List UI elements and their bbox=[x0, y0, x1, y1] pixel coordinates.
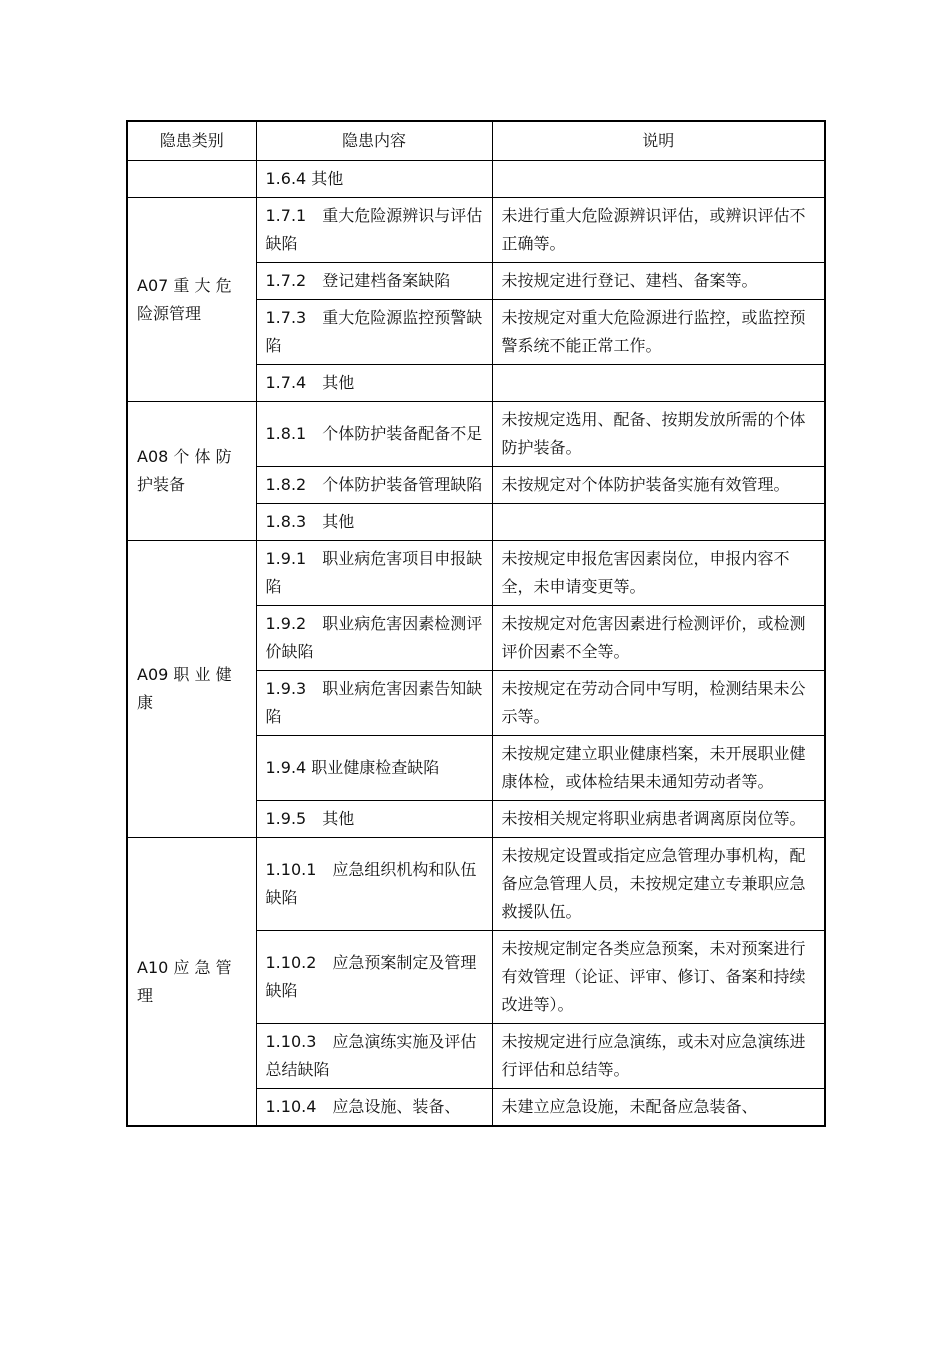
description-cell bbox=[492, 365, 825, 402]
header-description: 说明 bbox=[492, 121, 825, 161]
table-row bbox=[127, 198, 825, 263]
table-row bbox=[127, 161, 825, 198]
category-cell: A10 应 急 管理 bbox=[127, 838, 256, 1127]
description-cell: 未按规定选用、配备、按期发放所需的个体防护装备。 bbox=[492, 402, 825, 467]
item-cell: 1.8.3 其他 bbox=[256, 504, 492, 541]
description-cell: 未按相关规定将职业病患者调离原岗位等。 bbox=[492, 801, 825, 838]
description-cell: 未按规定对重大危险源进行监控，或监控预警系统不能正常工作。 bbox=[492, 300, 825, 365]
description-cell: 未按规定建立职业健康档案，未开展职业健康体检，或体检结果未通知劳动者等。 bbox=[492, 736, 825, 801]
item-cell: 1.9.3 职业病危害因素告知缺陷 bbox=[256, 671, 492, 736]
table-row bbox=[127, 402, 825, 467]
item-cell: 1.9.5 其他 bbox=[256, 801, 492, 838]
description-cell: 未按规定进行应急演练，或未对应急演练进行评估和总结等。 bbox=[492, 1024, 825, 1089]
category-cell: A07 重 大 危险源管理 bbox=[127, 198, 256, 402]
item-cell: 1.7.4 其他 bbox=[256, 365, 492, 402]
item-cell: 1.10.4 应急设施、装备、 bbox=[256, 1089, 492, 1127]
description-cell bbox=[492, 161, 825, 198]
item-cell: 1.10.1 应急组织机构和队伍缺陷 bbox=[256, 838, 492, 931]
description-cell: 未按规定在劳动合同中写明，检测结果未公示等。 bbox=[492, 671, 825, 736]
item-cell: 1.8.1 个体防护装备配备不足 bbox=[256, 402, 492, 467]
description-cell: 未按规定对危害因素进行检测评价，或检测评价因素不全等。 bbox=[492, 606, 825, 671]
item-cell: 1.8.2 个体防护装备管理缺陷 bbox=[256, 467, 492, 504]
header-content: 隐患内容 bbox=[256, 121, 492, 161]
item-cell: 1.9.2 职业病危害因素检测评价缺陷 bbox=[256, 606, 492, 671]
description-cell: 未按规定设置或指定应急管理办事机构，配备应急管理人员，未按规定建立专兼职应急救援队伍。 bbox=[492, 838, 825, 931]
description-cell: 未进行重大危险源辨识评估，或辨识评估不正确等。 bbox=[492, 198, 825, 263]
hazard-table bbox=[126, 120, 826, 1127]
item-cell: 1.9.1 职业病危害项目申报缺陷 bbox=[256, 541, 492, 606]
description-cell: 未建立应急设施，未配备应急装备、 bbox=[492, 1089, 825, 1127]
item-cell: 1.10.3 应急演练实施及评估总结缺陷 bbox=[256, 1024, 492, 1089]
item-cell: 1.10.2 应急预案制定及管理缺陷 bbox=[256, 931, 492, 1024]
description-cell: 未按规定申报危害因素岗位，申报内容不全，未申请变更等。 bbox=[492, 541, 825, 606]
item-cell: 1.7.1 重大危险源辨识与评估缺陷 bbox=[256, 198, 492, 263]
description-cell: 未按规定对个体防护装备实施有效管理。 bbox=[492, 467, 825, 504]
item-cell: 1.7.3 重大危险源监控预警缺陷 bbox=[256, 300, 492, 365]
table-row bbox=[127, 541, 825, 606]
item-cell: 1.7.2 登记建档备案缺陷 bbox=[256, 263, 492, 300]
category-cell bbox=[127, 161, 256, 198]
description-cell bbox=[492, 504, 825, 541]
table-row bbox=[127, 838, 825, 931]
description-cell: 未按规定制定各类应急预案，未对预案进行有效管理（论证、评审、修订、备案和持续改进等）。 bbox=[492, 931, 825, 1024]
category-cell: A09 职 业 健康 bbox=[127, 541, 256, 838]
item-cell: 1.9.4 职业健康检查缺陷 bbox=[256, 736, 492, 801]
header-category: 隐患类别 bbox=[127, 121, 256, 161]
description-cell: 未按规定进行登记、建档、备案等。 bbox=[492, 263, 825, 300]
item-cell: 1.6.4 其他 bbox=[256, 161, 492, 198]
header-row bbox=[127, 121, 825, 161]
category-cell: A08 个 体 防护装备 bbox=[127, 402, 256, 541]
